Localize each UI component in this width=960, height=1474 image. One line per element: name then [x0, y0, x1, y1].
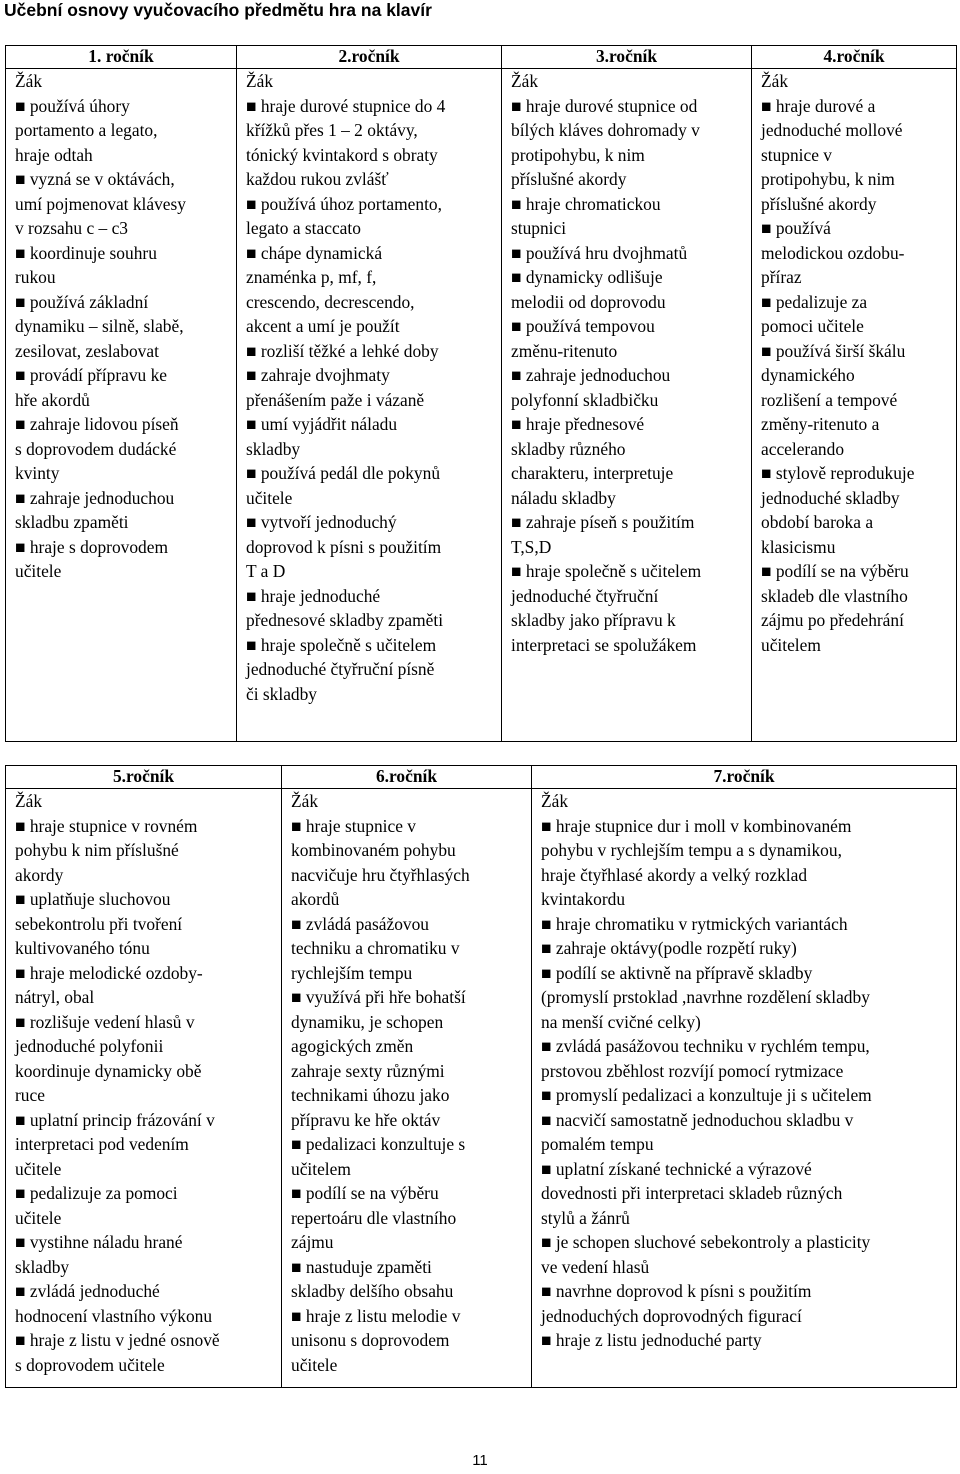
text-line: ■ hraje z listu v jedné osnově — [15, 1330, 220, 1350]
text-line: ■ používá tempovou — [511, 316, 655, 336]
text-line: zájmu po předehrání — [761, 610, 904, 630]
text-line: ■ hraje durové stupnice do 4 — [246, 95, 446, 116]
table-header-row — [6, 766, 957, 789]
text-line: ■ hraje společně s učitelem — [246, 634, 437, 655]
text-line: dovednosti při interpretaci skladeb různých — [541, 1183, 843, 1203]
text-line: jednoduché skladby — [761, 487, 900, 508]
curriculum-table-1 — [5, 45, 957, 742]
column-header: 6.ročník — [282, 766, 532, 789]
text-line: skladby delšího obsahu — [291, 1281, 454, 1301]
text-line: ■ zvládá pasážovou — [291, 913, 429, 934]
page-title: Učební osnovy vyučovacího předmětu hra na klavír — [4, 0, 432, 20]
text-line: polyfonní skladbičku — [511, 389, 659, 410]
text-line: ■ podílí se na výběru — [291, 1183, 439, 1203]
text-line: ■ je schopen sluchové sebekontroly a plasticity — [541, 1232, 871, 1252]
text-line: období baroka a — [761, 512, 874, 532]
text-line: ■ chápe dynamická — [246, 242, 383, 263]
text-line: interpretaci se spolužákem — [511, 634, 697, 655]
text-line: techniku a chromatiku v — [291, 938, 460, 958]
text-line: stupnici — [511, 218, 567, 238]
text-line: ■ hraje stupnice v — [291, 815, 416, 836]
text-line: crescendo, decrescendo, — [246, 291, 415, 312]
text-line: dynamiku, je schopen — [291, 1011, 444, 1032]
text-line: pohybu v rychlejším tempu a s dynamikou, — [541, 840, 842, 860]
text-line: T,S,D — [511, 536, 552, 557]
text-line: nacvičuje hru čtyřhlasých — [291, 864, 470, 885]
column-header: 7.ročník — [532, 766, 957, 789]
text-line: ■ pedalizuje za — [761, 291, 868, 312]
text-line: skladby — [246, 438, 301, 459]
text-line: ■ používá úhoz portamento, — [246, 193, 442, 214]
text-line: ■ hraje společně s učitelem — [511, 561, 702, 581]
text-line: ■ zahraje jednoduchou — [511, 365, 671, 385]
text-line: ■ uplatňuje sluchovou — [15, 889, 171, 909]
text-line: učitele — [15, 1207, 62, 1228]
text-line: ■ používá — [761, 218, 831, 238]
text-line: příslušné akordy — [761, 193, 877, 214]
grade-2-cell — [237, 69, 502, 742]
text-line: učitele — [15, 1158, 62, 1179]
text-line: kultivovaného tónu — [15, 938, 150, 958]
text-line: změny-ritenuto a — [761, 414, 880, 434]
text-line: ■ hraje stupnice dur i moll v kombinovaném — [541, 815, 852, 836]
text-line: v rozsahu c – c3 — [15, 218, 128, 238]
text-line: učitele — [15, 561, 62, 581]
text-line: doprovod k písni s použitím — [246, 536, 442, 557]
text-line: ■ hraje stupnice v rovném — [15, 815, 198, 836]
text-line: rychlejším tempu — [291, 962, 413, 983]
text-line: rozlišení a tempové — [761, 389, 898, 410]
text-line: prstovou zběhlost rozvíjí pomocí rytmizace — [541, 1060, 844, 1081]
text-line: jednoduché polyfonii — [15, 1036, 164, 1056]
text-line: akordů — [291, 889, 340, 909]
text-line: ■ umí vyjádřit náladu — [246, 414, 398, 434]
text-line: na menší cvičné celky) — [541, 1011, 701, 1032]
text-line: charakteru, interpretuje — [511, 463, 674, 483]
text-line: ■ zahraje oktávy(podle rozpětí ruky) — [541, 938, 797, 958]
text-line: jednoduché čtyřruční písně — [246, 659, 435, 679]
text-line: ■ hraje jednoduché — [246, 585, 381, 606]
text-line: změnu-ritenuto — [511, 340, 618, 361]
text-line: zájmu — [291, 1232, 334, 1252]
text-line: Žák — [291, 791, 319, 811]
text-line: ■ nacvičí samostatně jednoduchou skladbu v — [541, 1109, 854, 1130]
text-line: Žák — [761, 71, 789, 91]
text-line: učitele — [246, 487, 293, 508]
table-body-row — [6, 69, 957, 742]
text-line: jednoduché mollové — [761, 120, 903, 140]
text-line: učitele — [291, 1354, 338, 1375]
text-line: skladbu zpaměti — [15, 512, 129, 532]
text-line: dynamického — [761, 365, 855, 385]
text-line: hraje odtah — [15, 144, 93, 165]
text-line: bílých kláves dohromady v — [511, 120, 700, 140]
grade-4-cell — [752, 69, 957, 742]
text-line: ■ používá širší škálu — [761, 340, 906, 361]
text-line: nátryl, obal — [15, 987, 95, 1007]
text-line: přípravu ke hře oktáv — [291, 1109, 441, 1130]
text-line: příraz — [761, 267, 802, 287]
text-line: ■ stylově reprodukuje — [761, 463, 915, 483]
text-line: ■ hraje s doprovodem — [15, 536, 168, 557]
text-line: či skladby — [246, 683, 317, 704]
text-line: tónický kvintakord s obraty — [246, 144, 438, 165]
text-line: ■ používá hru dvojhmatů — [511, 242, 688, 263]
text-line: ■ vytvoří jednoduchý — [246, 512, 397, 532]
text-line: ■ zvládá jednoduché — [15, 1281, 160, 1301]
text-line: ■ zahraje jednoduchou — [15, 487, 175, 508]
text-line: ■ hraje melodické ozdoby- — [15, 962, 203, 983]
text-line: akordy — [15, 864, 64, 885]
text-line: ■ hraje chromatickou — [511, 193, 661, 214]
text-line: ■ uplatní princip frázování v — [15, 1109, 215, 1130]
text-line: ve vedení hlasů — [541, 1256, 650, 1277]
text-line: přednesové skladby zpaměti — [246, 610, 444, 630]
text-line: legato a staccato — [246, 218, 361, 238]
text-line: skladeb dle vlastního — [761, 585, 908, 606]
text-line: kombinovaném pohybu — [291, 840, 456, 860]
text-line: akcent a umí je použít — [246, 316, 400, 336]
text-line: ■ zvládá pasážovou techniku v rychlém tempu, — [541, 1036, 870, 1056]
grade-5-cell — [6, 789, 282, 1388]
text-line: hraje čtyřhlasé akordy a velký rozklad — [541, 864, 808, 885]
text-line: rukou — [15, 267, 56, 287]
text-line: pohybu k nim příslušné — [15, 840, 179, 860]
curriculum-table-2 — [5, 765, 957, 1388]
page-number: 11 — [472, 1452, 488, 1469]
text-line: s doprovodem učitele — [15, 1354, 165, 1375]
text-line: dynamiku – silně, slabě, — [15, 316, 184, 336]
column-header: 5.ročník — [6, 766, 282, 789]
text-line: ■ hraje chromatiku v rytmických variantách — [541, 913, 848, 934]
text-line: Žák — [15, 791, 43, 811]
column-header: 1. ročník — [6, 46, 237, 69]
text-line: repertoáru dle vlastního — [291, 1207, 457, 1228]
text-line: unisonu s doprovodem — [291, 1330, 450, 1350]
text-line: učitelem — [291, 1158, 351, 1179]
text-line: kvinty — [15, 463, 60, 483]
text-line: zahraje sexty různými — [291, 1060, 445, 1081]
text-line: koordinuje dynamicky obě — [15, 1060, 202, 1081]
text-line: melodii od doprovodu — [511, 291, 666, 312]
table-body-row — [6, 789, 957, 1388]
text-line: ■ promyslí pedalizaci a konzultuje ji s učitelem — [541, 1085, 872, 1105]
text-line: accelerando — [761, 438, 845, 459]
text-line: T a D — [246, 561, 286, 581]
text-line: ■ používá základní — [15, 291, 149, 312]
text-line: ■ hraje durové a — [761, 95, 876, 116]
text-line: ■ koordinuje souhru — [15, 242, 157, 263]
text-line: ■ vyzná se v oktávách, — [15, 169, 175, 189]
text-line: náladu skladby — [511, 487, 616, 508]
text-line: ■ zahraje píseň s použitím — [511, 512, 695, 532]
grade-6-cell — [282, 789, 532, 1388]
text-line: umí pojmenovat klávesy — [15, 193, 186, 214]
text-line: skladby různého — [511, 438, 626, 459]
text-line: sebekontrolu při tvoření — [15, 913, 183, 934]
text-line: pomoci učitele — [761, 316, 864, 336]
text-line: agogických změn — [291, 1036, 414, 1056]
text-line: skladby — [15, 1256, 70, 1277]
text-line: ■ dynamicky odlišuje — [511, 267, 663, 287]
column-header: 3.ročník — [502, 46, 752, 69]
text-line: ■ zahraje dvojhmaty — [246, 365, 390, 385]
text-line: Žák — [511, 71, 539, 91]
text-line: ■ nastuduje zpaměti — [291, 1256, 432, 1277]
grade-7-cell — [532, 789, 957, 1388]
text-line: skladby jako přípravu k — [511, 610, 676, 630]
text-line: Žák — [246, 71, 274, 91]
text-line: ■ hraje durové stupnice od — [511, 95, 698, 116]
text-line: křížků přes 1 – 2 oktávy, — [246, 120, 418, 140]
column-header: 4.ročník — [752, 46, 957, 69]
text-line: ■ rozliší těžké a lehké doby — [246, 340, 439, 361]
text-line: ruce — [15, 1085, 45, 1105]
text-line: kvintakordu — [541, 889, 626, 909]
text-line: příslušné akordy — [511, 169, 627, 189]
text-line: klasicismu — [761, 536, 836, 557]
text-line: ■ využívá při hře bohatší — [291, 987, 466, 1007]
text-line: Žák — [541, 791, 569, 811]
text-line: ■ zahraje lidovou píseň — [15, 414, 179, 434]
text-line: melodickou ozdobu- — [761, 242, 905, 263]
text-line: učitelem — [761, 634, 821, 655]
text-line: ■ navrhne doprovod k písni s použitím — [541, 1281, 812, 1301]
text-line: ■ rozlišuje vedení hlasů v — [15, 1011, 195, 1032]
text-line: stupnice v — [761, 144, 832, 165]
text-line: ■ vystihne náladu hrané — [15, 1232, 183, 1252]
text-line: ■ pedalizaci konzultuje s — [291, 1134, 466, 1154]
text-line: technikami úhozu jako — [291, 1085, 450, 1105]
text-line: s doprovodem dudácké — [15, 438, 177, 459]
text-line: ■ podílí se na výběru — [761, 561, 909, 581]
column-header: 2.ročník — [237, 46, 502, 69]
text-line: Žák — [15, 71, 43, 91]
grade-3-cell — [502, 69, 752, 742]
text-line: portamento a legato, — [15, 120, 158, 140]
text-line: pomalém tempu — [541, 1134, 654, 1154]
text-line: každou rukou zvlášť — [246, 169, 389, 189]
grade-1-cell — [6, 69, 237, 742]
text-line: ■ uplatní získané technické a výrazové — [541, 1158, 812, 1179]
text-line: ■ provádí přípravu ke — [15, 365, 167, 385]
text-line: ■ hraje přednesové — [511, 414, 645, 434]
text-line: hodnocení vlastního výkonu — [15, 1305, 213, 1326]
text-line: ■ používá úhory — [15, 95, 130, 116]
text-line: jednoduchých doprovodných figurací — [541, 1305, 802, 1326]
text-line: znaménka p, mf, f, — [246, 267, 377, 287]
text-line: ■ používá pedál dle pokynů — [246, 463, 441, 483]
text-line: (promyslí prstoklad ,navrhne rozdělení skladby — [541, 987, 870, 1007]
text-line: ■ pedalizuje za pomoci — [15, 1183, 178, 1203]
text-line: jednoduché čtyřruční — [511, 585, 659, 606]
text-line: ■ hraje z listu jednoduché party — [541, 1330, 762, 1350]
text-line: ■ hraje z listu melodie v — [291, 1305, 461, 1326]
table-header-row — [6, 46, 957, 69]
text-line: ■ podílí se aktivně na přípravě skladby — [541, 962, 813, 983]
text-line: zesilovat, zeslabovat — [15, 340, 159, 361]
text-line: protipohybu, k nim — [511, 144, 645, 165]
text-line: protipohybu, k nim — [761, 169, 895, 189]
text-line: interpretaci pod vedením — [15, 1134, 189, 1154]
text-line: stylů a žánrů — [541, 1207, 630, 1228]
text-line: přenášením paže i vázaně — [246, 389, 425, 410]
text-line: hře akordů — [15, 389, 90, 410]
